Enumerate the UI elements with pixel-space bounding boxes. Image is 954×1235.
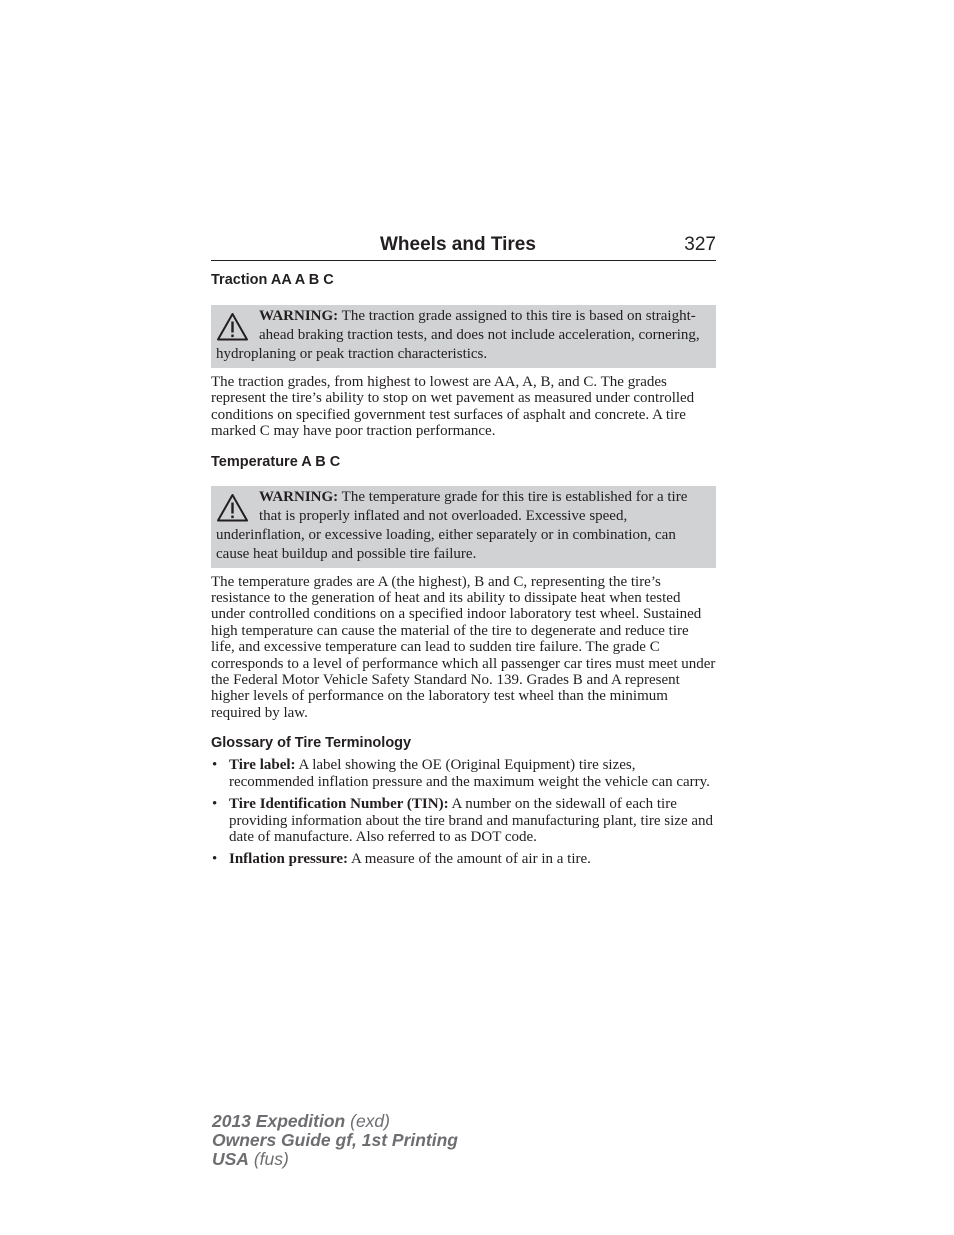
temperature-heading: Temperature A B C [211, 453, 341, 470]
footer-line-guide [212, 1131, 458, 1150]
traction-heading: Traction AA A B C [211, 272, 334, 288]
temperature-body: The temperature grades are A (the highest), B and C, representing the tire’s resistance to the generation of heat and its ability to dissipate heat when tested under controlled conditions on a specified indoor laboratory test wheel. Sustained high temperature can cause the material of the tire to degenerate and reduce tire life, and excessive temperature can lead to sudden tire failure. The grade C corresponds to a level of performance which all passenger car tires must meet under the Federal Motor Vehicle Safety Standard No. 139. Grades B and A represent higher levels of performance on the laboratory test wheel than the minimum required by law. [211, 573, 716, 721]
bullet: • [212, 757, 218, 774]
bullet: • [212, 851, 218, 868]
footer-model: 2013 Expedition [212, 1111, 346, 1131]
warning-text: The temperature grade for this tire is established for a tire that is properly inflated and not overloaded. Excessive speed, underinflation, or excessive loading, either separately or in combination, can cause heat buildup and possible tire failure. [216, 488, 688, 562]
traction-warning [211, 305, 716, 368]
glossary-definition: A number on the sidewall of each tire providing information about the tire brand and manufacturing plant, tire size and date of manufacture. Also referred to as DOT code. [229, 796, 714, 845]
glossary-term: Inflation pressure: [229, 851, 349, 868]
footer-region: USA [212, 1149, 249, 1169]
list-item [211, 796, 716, 845]
glossary-definition: A measure of the amount of air in a tire. [350, 851, 591, 868]
warning-triangle-icon [216, 493, 249, 523]
glossary-heading: Glossary of Tire Terminology [211, 735, 412, 752]
footer-model-code: (exd) [350, 1111, 390, 1131]
temperature-warning [211, 486, 716, 568]
glossary-term: Tire label: [229, 757, 296, 774]
glossary-term: Tire Identification Number (TIN): [229, 796, 449, 813]
warning-triangle-icon [216, 312, 249, 342]
page-number: 327 [684, 234, 716, 255]
glossary-definition: A label showing the OE (Original Equipment) tire sizes, recommended inflation pressure and the maximum weight the vehicle can carry. [229, 757, 710, 790]
bullet: • [212, 796, 218, 813]
warning-label: WARNING: [259, 308, 339, 324]
footer-line-region [212, 1150, 458, 1169]
page-content [211, 228, 716, 874]
page-header [211, 228, 716, 261]
page-title: Wheels and Tires [380, 234, 536, 255]
warning-label: WARNING: [259, 488, 339, 505]
glossary-list [211, 757, 716, 867]
footer-line-model [212, 1112, 458, 1131]
traction-body: The traction grades, from highest to lowest are AA, A, B, and C. The grades represent the tire’s ability to stop on wet pavement as measured under controlled conditions on specified government test surfaces of asphalt and concrete. A tire marked C may have poor traction performance. [211, 374, 695, 440]
warning-text: The traction grade assigned to this tire is based on straight-ahead braking traction tests, and does not include acceleration, cornering, hydroplaning or peak traction characteristics. [216, 308, 700, 362]
footer-region-code: (fus) [253, 1149, 289, 1169]
list-item [211, 757, 716, 790]
list-item [211, 851, 716, 867]
page-footer [212, 1112, 458, 1169]
footer-guide: Owners Guide gf, 1st Printing [212, 1130, 458, 1150]
